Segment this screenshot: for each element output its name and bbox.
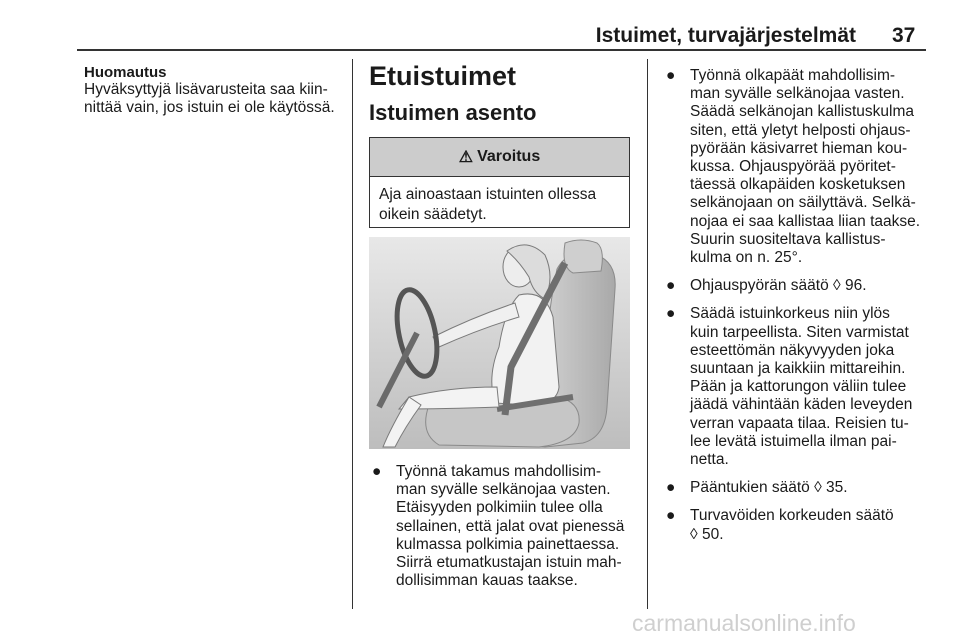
bullet-line: netta. bbox=[690, 451, 729, 469]
bullet-line: esteettömän näkyvyyden joka bbox=[690, 341, 895, 359]
warning-line: oikein säädetyt. bbox=[379, 206, 487, 223]
list-item bbox=[663, 67, 933, 267]
bullet-line: siten, että yletyt helposti ohjaus- bbox=[690, 121, 911, 139]
bullet-dot-icon: ● bbox=[666, 479, 676, 497]
bullet-line: kuin tarpeellista. Siten varmistat bbox=[690, 323, 909, 341]
driver-seat-illustration bbox=[369, 237, 630, 449]
note-title: Huomautus bbox=[84, 64, 167, 81]
warning-line: Aja ainoastaan istuinten ollessa bbox=[379, 186, 597, 203]
warning-body bbox=[370, 177, 629, 233]
bullet-line: lee levätä istuimella ilman pai- bbox=[690, 432, 897, 450]
section-title: Etuistuimet bbox=[369, 61, 517, 91]
bullet-line: Etäisyyden polkimiin tulee olla bbox=[396, 499, 603, 517]
steering-wheel-adjust-link[interactable]: Ohjauspyörän säätö ◊ 96. bbox=[690, 277, 867, 295]
bullet-line: Säädä selkänojan kallistuskulma bbox=[690, 103, 915, 121]
bullet-list-col3 bbox=[663, 67, 933, 554]
bullet-line: selkänojaan on säilyttävä. Selkä- bbox=[690, 194, 916, 212]
note-block bbox=[84, 64, 346, 117]
bullet-line: pyörään käsivarret hieman kou- bbox=[690, 139, 908, 157]
header-title: Istuimet, turvajärjestelmät bbox=[595, 24, 856, 47]
bullet-line: Siirrä etumatkustajan istuin mah- bbox=[396, 554, 622, 572]
page-number: 37 bbox=[892, 24, 916, 47]
headrest-adjust-link[interactable]: Pääntukien säätö ◊ 35. bbox=[690, 479, 848, 497]
bullet-dot-icon: ● bbox=[666, 305, 676, 323]
warning-triangle-icon: ⚠ bbox=[458, 149, 474, 166]
bullet-dot-icon: ● bbox=[666, 277, 676, 295]
bullet-line: täessä olkapäiden kosketuksen bbox=[690, 176, 906, 194]
list-item[interactable] bbox=[663, 507, 933, 543]
bullet-line: verran vapaata tilaa. Reisien tu- bbox=[690, 414, 909, 432]
bullet-line: nojaa ei saa kallistaa liian taakse. bbox=[690, 212, 921, 230]
warning-title: Varoitus bbox=[477, 148, 541, 165]
bullet-line: man syvälle selkänojaa vasten. bbox=[690, 85, 905, 103]
column-divider-right bbox=[647, 59, 648, 609]
bullet-line: man syvälle selkänojaa vasten. bbox=[396, 481, 611, 499]
seatbelt-height-page-ref[interactable]: ◊ 50. bbox=[690, 525, 724, 543]
warning-header bbox=[370, 138, 629, 177]
subsection-title: Istuimen asento bbox=[369, 100, 537, 125]
bullet-line: Suurin suositeltava kallistus- bbox=[690, 230, 886, 248]
bullet-line: suuntaan ja kaikkiin mittareihin. bbox=[690, 360, 906, 378]
note-text bbox=[84, 81, 346, 117]
list-item bbox=[663, 305, 933, 469]
bullet-line: Työnnä takamus mahdollisim- bbox=[396, 463, 602, 480]
note-line: nittää vain, jos istuin ei ole käytössä. bbox=[84, 99, 335, 116]
list-item[interactable] bbox=[663, 479, 933, 497]
bullet-line: kussa. Ohjauspyörää pyöritet- bbox=[690, 158, 896, 176]
bullet-line: Säädä istuinkorkeus niin ylös bbox=[690, 305, 890, 323]
note-line: Hyväksyttyjä lisävarusteita saa kiin- bbox=[84, 81, 328, 98]
list-item bbox=[369, 463, 639, 590]
bullet-line: Työnnä olkapäät mahdollisim- bbox=[690, 67, 896, 84]
header-rule bbox=[77, 49, 926, 51]
bullet-list-col2 bbox=[369, 463, 639, 600]
seatbelt-height-link[interactable]: Turvavöiden korkeuden säätö bbox=[690, 507, 894, 525]
bullet-dot-icon: ● bbox=[666, 67, 676, 84]
section-headings bbox=[369, 58, 634, 126]
bullet-line: sellainen, että jalat ovat pienessä bbox=[396, 517, 625, 535]
bullet-line: kulmassa polkimia painettaessa. bbox=[396, 535, 620, 553]
seated-driver-illustration bbox=[369, 237, 630, 449]
column-divider-left bbox=[352, 59, 353, 609]
bullet-line: Pään ja kattorungon väliin tulee bbox=[690, 378, 907, 396]
bullet-line: dollisimman kauas taakse. bbox=[396, 572, 578, 590]
list-item[interactable] bbox=[663, 277, 933, 295]
warning-box bbox=[369, 137, 630, 228]
bullet-dot-icon: ● bbox=[666, 507, 676, 525]
bullet-line: jäädä vähintään käden leveyden bbox=[690, 396, 913, 414]
bullet-line: kulma on n. 25°. bbox=[690, 249, 803, 267]
bullet-dot-icon: ● bbox=[372, 463, 382, 480]
watermark: carmanualsonline.info bbox=[632, 610, 856, 636]
